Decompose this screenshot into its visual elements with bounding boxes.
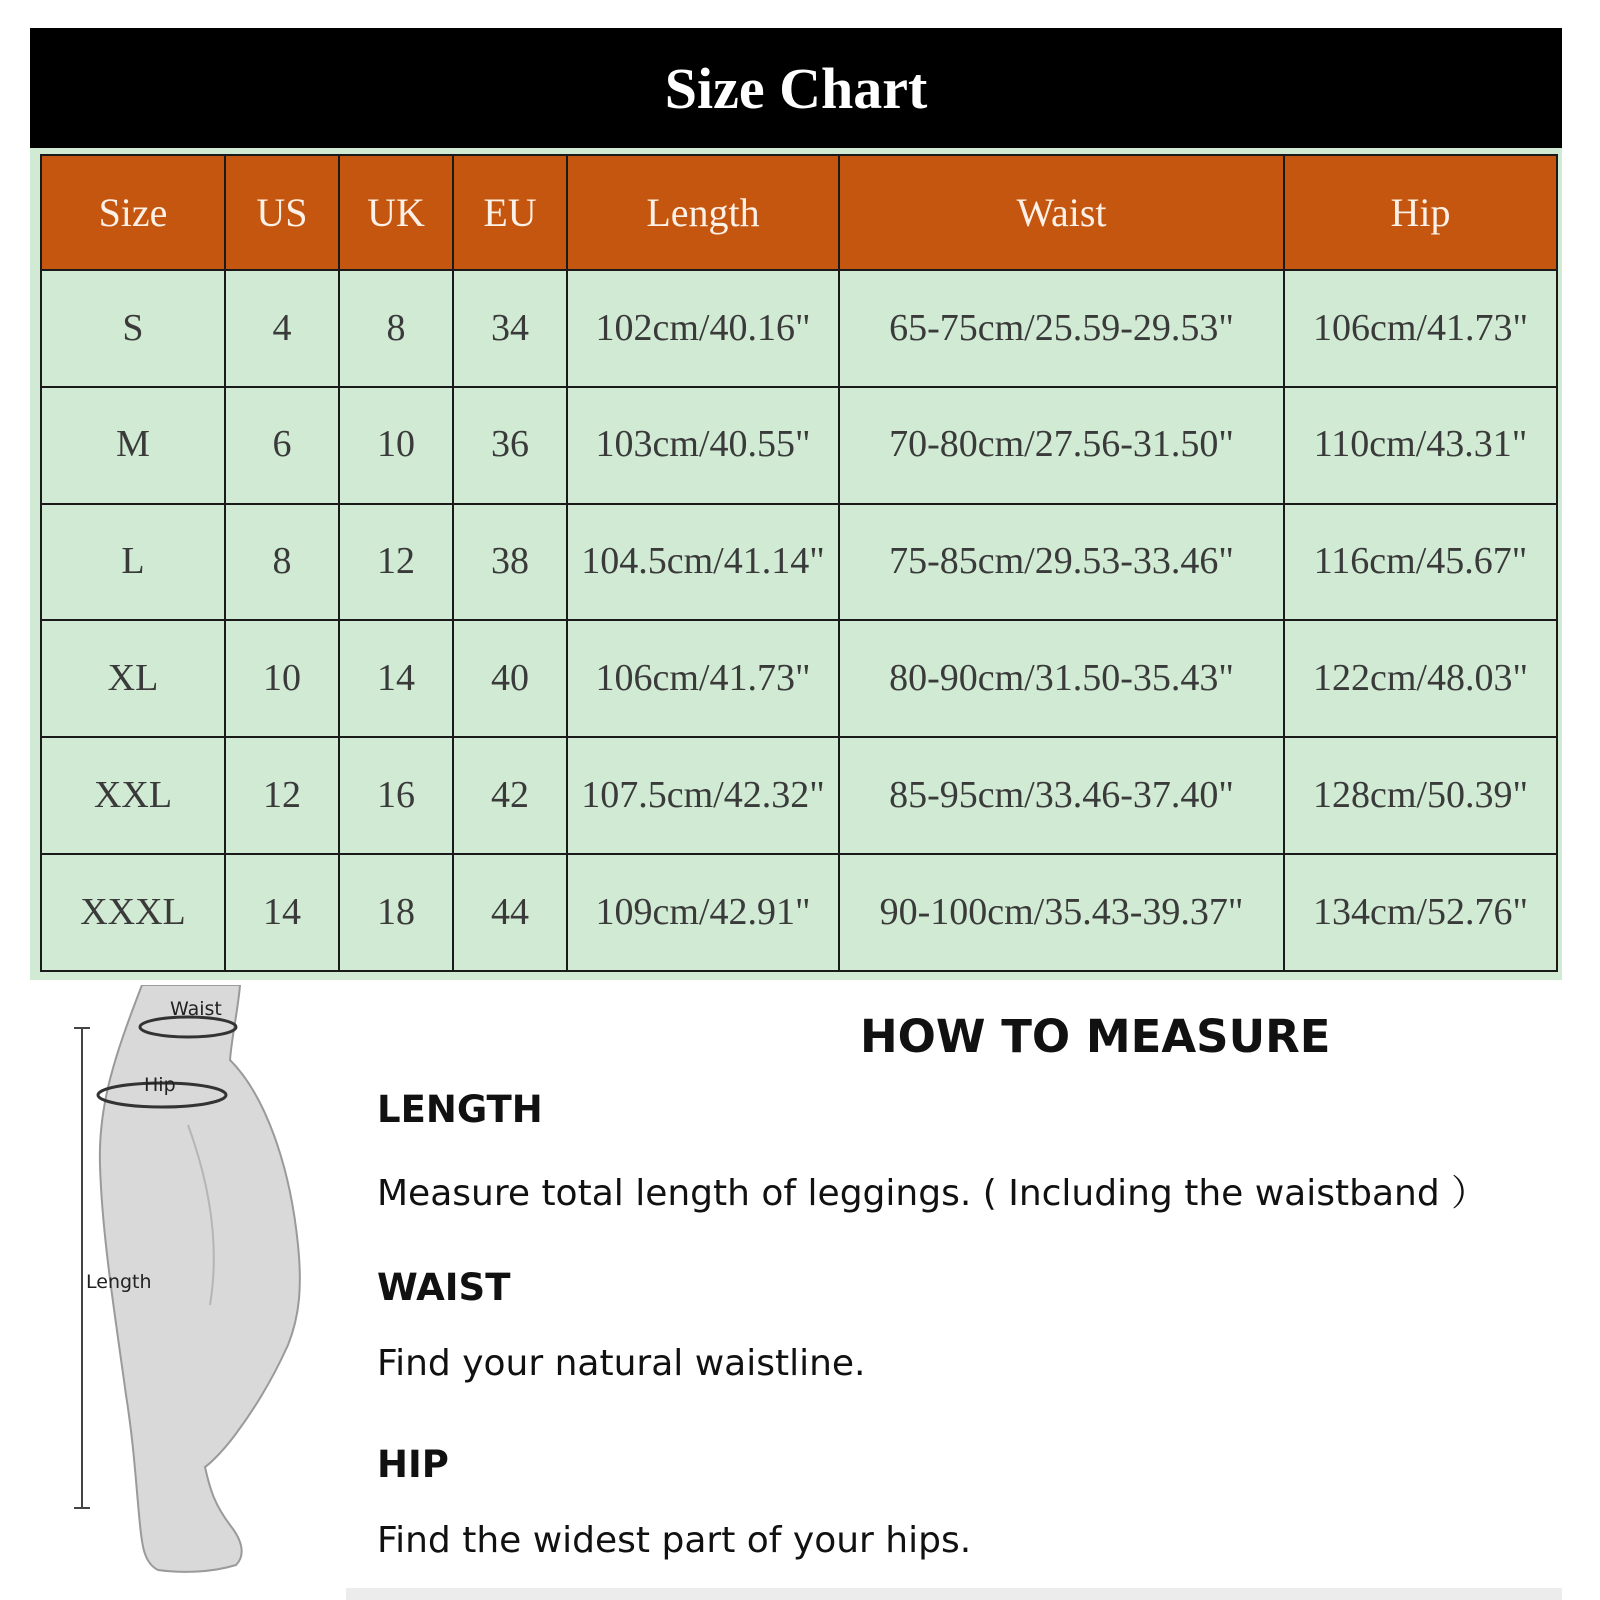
header-eu: EU bbox=[453, 155, 567, 270]
cell-hip: 110cm/43.31" bbox=[1284, 387, 1557, 504]
cell-length: 107.5cm/42.32" bbox=[567, 737, 839, 854]
cell-hip: 122cm/48.03" bbox=[1284, 620, 1557, 737]
cell-waist: 80-90cm/31.50-35.43" bbox=[839, 620, 1284, 737]
how-to-measure-title: HOW TO MEASURE bbox=[860, 1010, 1331, 1063]
cell-us: 10 bbox=[225, 620, 339, 737]
cell-waist: 65-75cm/25.59-29.53" bbox=[839, 270, 1284, 387]
cell-us: 12 bbox=[225, 737, 339, 854]
bottom-divider bbox=[346, 1588, 1562, 1600]
header-uk: UK bbox=[339, 155, 453, 270]
table-row bbox=[41, 620, 1557, 737]
cell-eu: 34 bbox=[453, 270, 567, 387]
cell-size: M bbox=[41, 387, 225, 504]
cell-size: XL bbox=[41, 620, 225, 737]
cell-size: XXL bbox=[41, 737, 225, 854]
cell-waist: 70-80cm/27.56-31.50" bbox=[839, 387, 1284, 504]
cell-us: 4 bbox=[225, 270, 339, 387]
header-us: US bbox=[225, 155, 339, 270]
header-size: Size bbox=[41, 155, 225, 270]
cell-eu: 38 bbox=[453, 504, 567, 621]
size-table-container bbox=[30, 148, 1562, 980]
waist-label: Waist bbox=[170, 998, 222, 1020]
cell-length: 102cm/40.16" bbox=[567, 270, 839, 387]
cell-length: 106cm/41.73" bbox=[567, 620, 839, 737]
cell-size: XXXL bbox=[41, 854, 225, 971]
cell-uk: 14 bbox=[339, 620, 453, 737]
cell-us: 14 bbox=[225, 854, 339, 971]
cell-size: L bbox=[41, 504, 225, 621]
waist-heading: WAIST bbox=[377, 1266, 511, 1309]
table-row bbox=[41, 504, 1557, 621]
cell-hip: 106cm/41.73" bbox=[1284, 270, 1557, 387]
header-length: Length bbox=[567, 155, 839, 270]
cell-us: 8 bbox=[225, 504, 339, 621]
cell-uk: 10 bbox=[339, 387, 453, 504]
cell-eu: 42 bbox=[453, 737, 567, 854]
leggings-measure-figure bbox=[60, 985, 350, 1600]
cell-length: 104.5cm/41.14" bbox=[567, 504, 839, 621]
length-heading: LENGTH bbox=[377, 1088, 543, 1131]
cell-hip: 128cm/50.39" bbox=[1284, 737, 1557, 854]
cell-uk: 16 bbox=[339, 737, 453, 854]
cell-eu: 44 bbox=[453, 854, 567, 971]
cell-us: 6 bbox=[225, 387, 339, 504]
cell-uk: 8 bbox=[339, 270, 453, 387]
table-row bbox=[41, 387, 1557, 504]
cell-length: 103cm/40.55" bbox=[567, 387, 839, 504]
cell-length: 109cm/42.91" bbox=[567, 854, 839, 971]
waist-instruction: Find your natural waistline. bbox=[377, 1343, 866, 1384]
cell-waist: 85-95cm/33.46-37.40" bbox=[839, 737, 1284, 854]
length-instruction: Measure total length of leggings. ( Including the waistband ） bbox=[377, 1173, 1488, 1214]
cell-waist: 75-85cm/29.53-33.46" bbox=[839, 504, 1284, 621]
table-row bbox=[41, 854, 1557, 971]
table-row bbox=[41, 737, 1557, 854]
cell-size: S bbox=[41, 270, 225, 387]
size-chart-title: Size Chart bbox=[30, 28, 1562, 148]
header-hip: Hip bbox=[1284, 155, 1557, 270]
hip-heading: HIP bbox=[377, 1443, 449, 1486]
cell-eu: 36 bbox=[453, 387, 567, 504]
size-table bbox=[40, 154, 1558, 972]
cell-hip: 116cm/45.67" bbox=[1284, 504, 1557, 621]
table-header-row bbox=[41, 155, 1557, 270]
hip-label: Hip bbox=[144, 1074, 176, 1096]
leg-illustration bbox=[60, 985, 350, 1600]
hip-instruction: Find the widest part of your hips. bbox=[377, 1520, 972, 1561]
table-row bbox=[41, 270, 1557, 387]
cell-waist: 90-100cm/35.43-39.37" bbox=[839, 854, 1284, 971]
cell-hip: 134cm/52.76" bbox=[1284, 854, 1557, 971]
cell-uk: 12 bbox=[339, 504, 453, 621]
cell-eu: 40 bbox=[453, 620, 567, 737]
cell-uk: 18 bbox=[339, 854, 453, 971]
header-waist: Waist bbox=[839, 155, 1284, 270]
length-label: Length bbox=[86, 1271, 152, 1293]
